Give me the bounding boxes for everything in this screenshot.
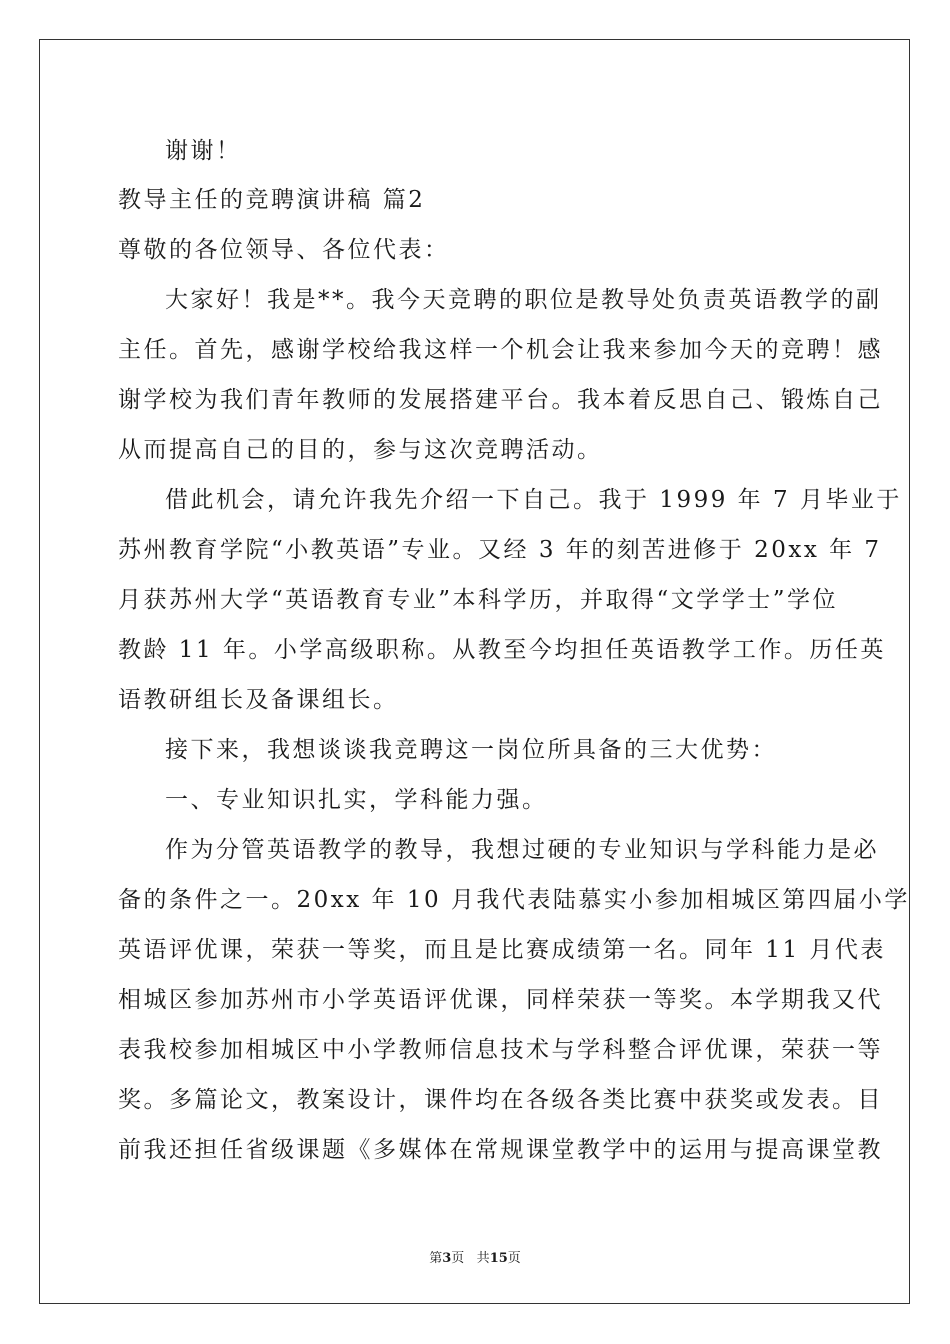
- text-line-thanks: 谢谢！: [165, 138, 242, 164]
- footer-page-prefix: 第: [429, 1251, 443, 1266]
- footer-page-number: 3: [442, 1251, 452, 1266]
- text-line: 语教研组长及备课组长。: [118, 687, 399, 713]
- text-line: 前我还担任省级课题《多媒体在常规课堂教学中的运用与提高课堂教: [118, 1137, 883, 1163]
- text-line: 苏州教育学院“小教英语”专业。又经 3 年的刻苦进修于 20xx 年 7: [118, 537, 882, 563]
- subheading: 一、专业知识扎实，学科能力强。: [165, 787, 548, 813]
- text-line: 大家好！我是**。我今天竞聘的职位是教导处负责英语教学的副: [165, 287, 882, 313]
- text-line: 接下来，我想谈谈我竞聘这一岗位所具备的三大优势：: [165, 737, 777, 763]
- text-line: 教龄 11 年。小学高级职称。从教至今均担任英语教学工作。历任英: [118, 637, 886, 663]
- text-line: 备的条件之一。20xx 年 10 月我代表陆慕实小参加相城区第四届小学: [118, 887, 910, 913]
- text-line: 相城区参加苏州市小学英语评优课，同样荣获一等奖。本学期我又代: [118, 987, 883, 1013]
- text-line: 从而提高自己的目的，参与这次竞聘活动。: [118, 437, 603, 463]
- footer-total-suffix: 页: [507, 1251, 521, 1266]
- text-line: 表我校参加相城区中小学教师信息技术与学科整合评优课，荣获一等: [118, 1037, 883, 1063]
- footer-page-suffix: 页: [451, 1251, 465, 1266]
- salutation: 尊敬的各位领导、各位代表：: [118, 237, 450, 263]
- section-heading: 教导主任的竞聘演讲稿 篇2: [118, 187, 426, 213]
- text-line: 奖。多篇论文，教案设计，课件均在各级各类比赛中获奖或发表。目: [118, 1087, 883, 1113]
- footer-total-prefix: 共: [476, 1251, 490, 1266]
- text-line: 借此机会，请允许我先介绍一下自己。我于 1999 年 7 月毕业于: [165, 487, 902, 513]
- text-line: 英语评优课，荣获一等奖，而且是比赛成绩第一名。同年 11 月代表: [118, 937, 886, 963]
- text-line: 主任。首先，感谢学校给我这样一个机会让我来参加今天的竞聘！感: [118, 337, 883, 363]
- text-line: 月获苏州大学“英语教育专业”本科学历，并取得“文学学士”学位: [118, 587, 839, 613]
- text-line: 作为分管英语教学的教导，我想过硬的专业知识与学科能力是必: [165, 837, 879, 863]
- footer-total-pages: 15: [489, 1251, 508, 1266]
- text-line: 谢学校为我们青年教师的发展搭建平台。我本着反思自己、锻炼自己: [118, 387, 883, 413]
- page-footer: [0, 1247, 950, 1266]
